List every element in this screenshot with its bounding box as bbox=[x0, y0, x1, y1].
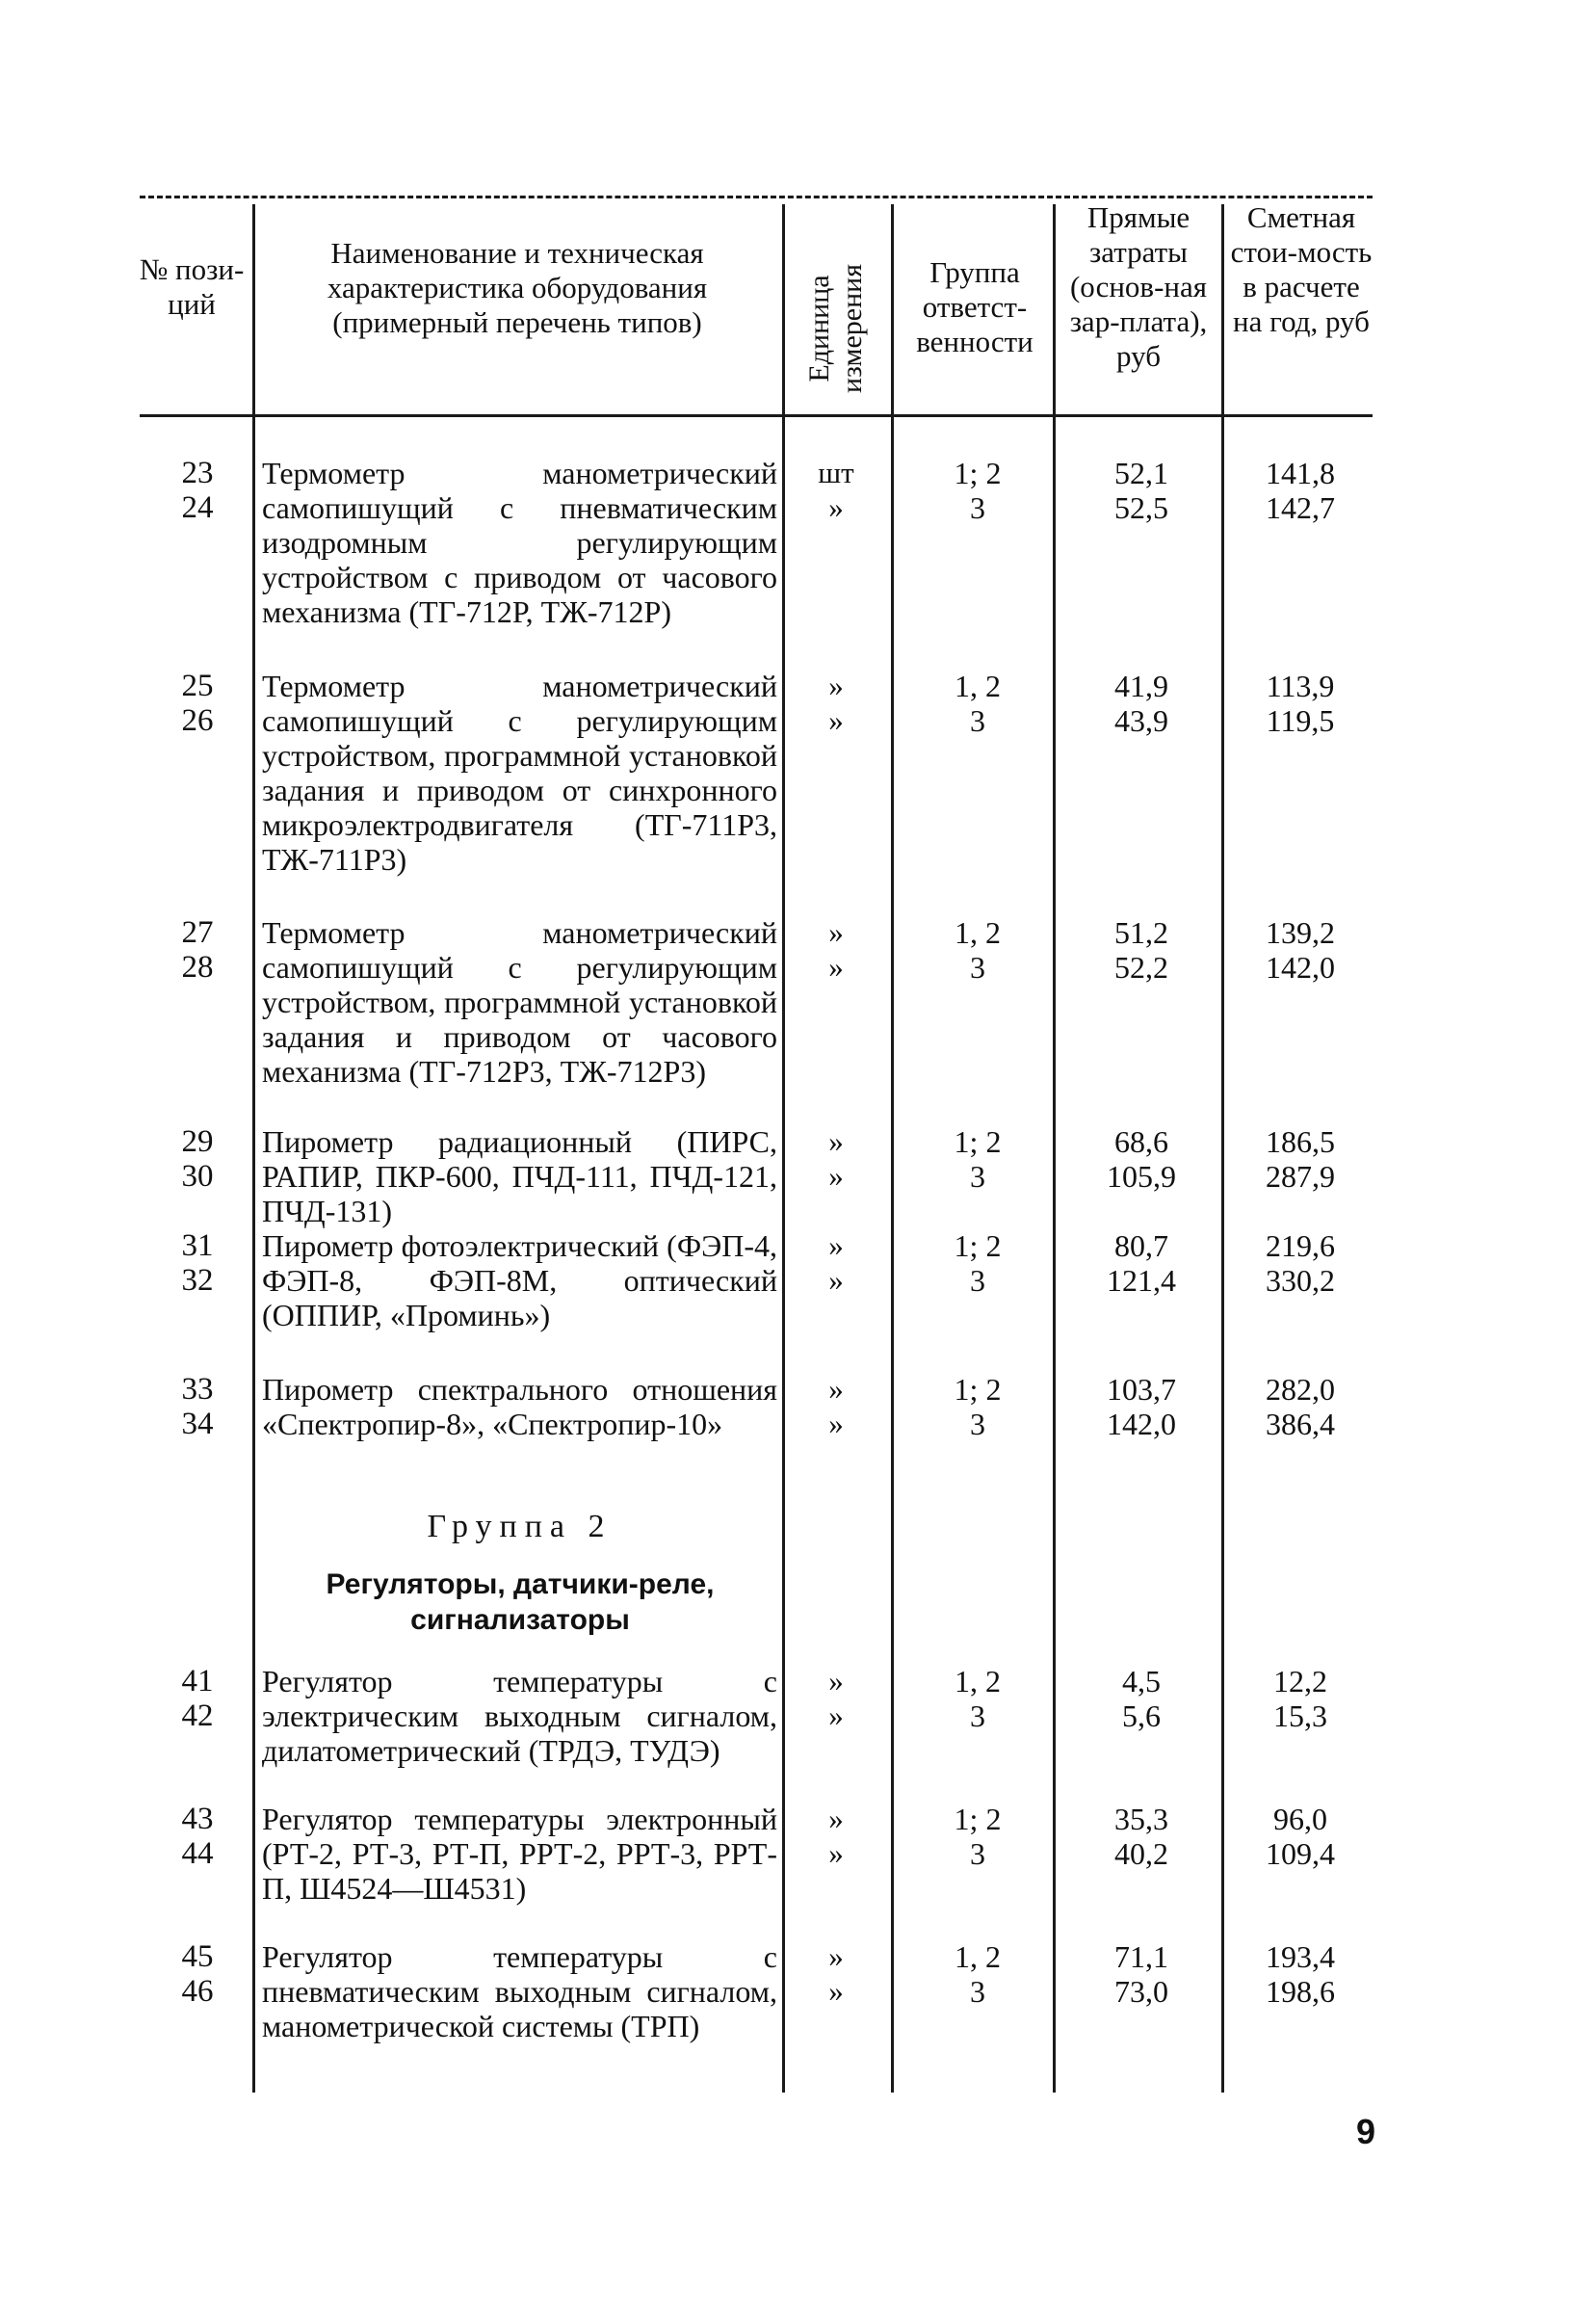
position-number: 31 bbox=[181, 1228, 214, 1263]
responsibility-group: 3 bbox=[970, 1407, 985, 1441]
direct-cost: 4,5 bbox=[1122, 1664, 1161, 1698]
unit-value: » bbox=[828, 915, 844, 949]
responsibility-group: 3 bbox=[970, 1263, 985, 1298]
unit-value: » bbox=[828, 1974, 844, 2008]
unit-value: » bbox=[828, 490, 844, 524]
group-subtitle: Регуляторы, датчики-реле, сигнализаторы bbox=[326, 1568, 715, 1636]
estimated-cost: 109,4 bbox=[1266, 1836, 1335, 1871]
equipment-description: Регулятор температуры с пневматическим выходным сигналом, манометрической системы (ТРП) bbox=[262, 1939, 777, 2043]
responsibility-group: 1, 2 bbox=[955, 1664, 1001, 1698]
direct-cost: 35,3 bbox=[1114, 1802, 1168, 1836]
unit-value: » bbox=[828, 1159, 844, 1193]
direct-cost: 40,2 bbox=[1114, 1836, 1168, 1871]
page-number: 9 bbox=[1356, 2112, 1376, 2151]
direct-cost: 121,4 bbox=[1107, 1263, 1176, 1298]
equipment-description: Термометр манометрический самопишущий с регулирующим устройством, программной установкой задания и приводом от синхронного микроэлектродвигателя (ТГ-711Р3, ТЖ-711Р3) bbox=[262, 669, 777, 877]
column-divider-3 bbox=[891, 204, 894, 2093]
equipment-description: Термометр манометрический самопишущий с пневматическим изодромным регулирующим устройством с приводом от часового механизма (ТГ-712Р, ТЖ-712Р) bbox=[262, 456, 777, 629]
estimated-cost: 139,2 bbox=[1266, 915, 1335, 950]
responsibility-group: 1; 2 bbox=[954, 1228, 1002, 1263]
responsibility-group: 1; 2 bbox=[954, 1372, 1002, 1407]
responsibility-group: 3 bbox=[970, 1974, 985, 2009]
unit-value: шт bbox=[818, 456, 854, 489]
estimated-cost: 287,9 bbox=[1266, 1159, 1335, 1194]
equipment-description: Пирометр спектрального отношения «Спектропир-8», «Спектропир-10» bbox=[262, 1372, 777, 1441]
unit-value: » bbox=[828, 1124, 844, 1158]
column-divider-1 bbox=[252, 204, 255, 2093]
responsibility-group: 3 bbox=[970, 950, 985, 985]
estimated-cost: 219,6 bbox=[1266, 1228, 1335, 1263]
header-name: Наименование и техническая характеристика оборудования (примерный перечень типов) bbox=[327, 236, 708, 339]
header-unit: Единица измерения bbox=[803, 264, 868, 394]
direct-cost: 52,1 bbox=[1114, 456, 1168, 490]
position-number: 30 bbox=[181, 1159, 214, 1194]
direct-cost: 105,9 bbox=[1107, 1159, 1176, 1194]
column-divider-2 bbox=[782, 204, 785, 2093]
unit-value: » bbox=[828, 1263, 844, 1297]
estimated-cost: 119,5 bbox=[1266, 703, 1335, 738]
position-number: 43 bbox=[181, 1802, 214, 1836]
equipment-description: Термометр манометрический самопишущий с регулирующим устройством, программной установкой задания и приводом от часового механизма (ТГ-712Р3, ТЖ-712Р3) bbox=[262, 915, 777, 1089]
position-number: 44 bbox=[181, 1836, 214, 1871]
responsibility-group: 1, 2 bbox=[955, 915, 1001, 950]
position-number: 26 bbox=[181, 703, 214, 738]
direct-cost: 43,9 bbox=[1114, 703, 1168, 738]
responsibility-group: 1, 2 bbox=[955, 669, 1001, 703]
position-number: 45 bbox=[181, 1939, 214, 1974]
direct-cost: 71,1 bbox=[1114, 1939, 1168, 1974]
position-number: 27 bbox=[181, 915, 214, 950]
unit-value: » bbox=[828, 1228, 844, 1262]
position-number: 25 bbox=[181, 669, 214, 703]
position-number: 46 bbox=[181, 1974, 214, 2009]
responsibility-group: 1; 2 bbox=[954, 1124, 1002, 1159]
unit-value: » bbox=[828, 1372, 844, 1406]
estimated-cost: 193,4 bbox=[1266, 1939, 1335, 1974]
responsibility-group: 3 bbox=[970, 1836, 985, 1871]
unit-value: » bbox=[828, 703, 844, 737]
responsibility-group: 3 bbox=[970, 1159, 985, 1194]
unit-value: » bbox=[828, 1802, 844, 1835]
estimated-cost: 186,5 bbox=[1266, 1124, 1335, 1159]
equipment-description: Регулятор температуры с электрическим выходным сигналом, дилатометрический (ТРДЭ, ТУДЭ) bbox=[262, 1664, 777, 1768]
responsibility-group: 3 bbox=[970, 703, 985, 738]
responsibility-group: 1; 2 bbox=[954, 1802, 1002, 1836]
unit-value: » bbox=[828, 1698, 844, 1732]
estimated-cost: 198,6 bbox=[1266, 1974, 1335, 2009]
estimated-cost: 282,0 bbox=[1266, 1372, 1335, 1407]
estimated-cost: 142,0 bbox=[1266, 950, 1335, 985]
direct-cost: 73,0 bbox=[1114, 1974, 1168, 2009]
unit-value: » bbox=[828, 1836, 844, 1870]
direct-cost: 5,6 bbox=[1122, 1698, 1161, 1733]
position-number: 24 bbox=[181, 490, 214, 525]
position-number: 33 bbox=[181, 1372, 214, 1407]
position-number: 28 bbox=[181, 950, 214, 985]
header-estimated-cost: Сметная стои-мость в расчете на год, руб bbox=[1230, 200, 1373, 338]
estimated-cost: 330,2 bbox=[1266, 1263, 1335, 1298]
header-group: Группа ответст-венности bbox=[916, 255, 1033, 358]
position-number: 42 bbox=[181, 1698, 214, 1733]
position-number: 23 bbox=[181, 456, 214, 490]
estimated-cost: 141,8 bbox=[1266, 456, 1335, 490]
header-position: № пози-ций bbox=[139, 252, 245, 321]
responsibility-group: 1; 2 bbox=[954, 456, 1002, 490]
unit-value: » bbox=[828, 950, 844, 984]
unit-value: » bbox=[828, 1407, 844, 1440]
equipment-description: Регулятор температуры электронный (РТ-2, РТ-3, РТ-П, РРТ-2, РРТ-3, РРТ-П, Ш4524—Ш4531) bbox=[262, 1802, 777, 1906]
estimated-cost: 96,0 bbox=[1273, 1802, 1327, 1836]
position-number: 29 bbox=[181, 1124, 214, 1159]
responsibility-group: 3 bbox=[970, 1698, 985, 1733]
direct-cost: 41,9 bbox=[1114, 669, 1168, 703]
direct-cost: 103,7 bbox=[1107, 1372, 1176, 1407]
estimated-cost: 113,9 bbox=[1266, 669, 1335, 703]
direct-cost: 68,6 bbox=[1114, 1124, 1168, 1159]
unit-value: » bbox=[828, 1664, 844, 1698]
direct-cost: 80,7 bbox=[1114, 1228, 1168, 1263]
equipment-description: Пирометр фотоэлектрический (ФЭП-4, ФЭП-8, ФЭП-8М, оптический (ОППИР, «Проминь») bbox=[262, 1228, 777, 1332]
unit-value: » bbox=[828, 669, 844, 702]
estimated-cost: 15,3 bbox=[1273, 1698, 1327, 1733]
direct-cost: 142,0 bbox=[1107, 1407, 1176, 1441]
unit-value: » bbox=[828, 1939, 844, 1973]
estimated-cost: 142,7 bbox=[1266, 490, 1335, 525]
direct-cost: 51,2 bbox=[1114, 915, 1168, 950]
table-top-rule bbox=[140, 196, 1373, 198]
equipment-description: Пирометр радиационный (ПИРС, РАПИР, ПКР-600, ПЧД-111, ПЧД-121, ПЧД-131) bbox=[262, 1124, 777, 1228]
direct-cost: 52,2 bbox=[1114, 950, 1168, 985]
responsibility-group: 1, 2 bbox=[955, 1939, 1001, 1974]
header-direct-costs: Прямые затраты (основ-ная зар-плата), руб bbox=[1069, 200, 1208, 373]
estimated-cost: 12,2 bbox=[1273, 1664, 1327, 1698]
position-number: 41 bbox=[181, 1664, 214, 1698]
responsibility-group: 3 bbox=[970, 490, 985, 525]
position-number: 34 bbox=[181, 1407, 214, 1441]
group-title: Группа 2 bbox=[427, 1509, 613, 1544]
position-number: 32 bbox=[181, 1263, 214, 1298]
estimated-cost: 386,4 bbox=[1266, 1407, 1335, 1441]
header-bottom-rule bbox=[140, 414, 1373, 417]
direct-cost: 52,5 bbox=[1114, 490, 1168, 525]
